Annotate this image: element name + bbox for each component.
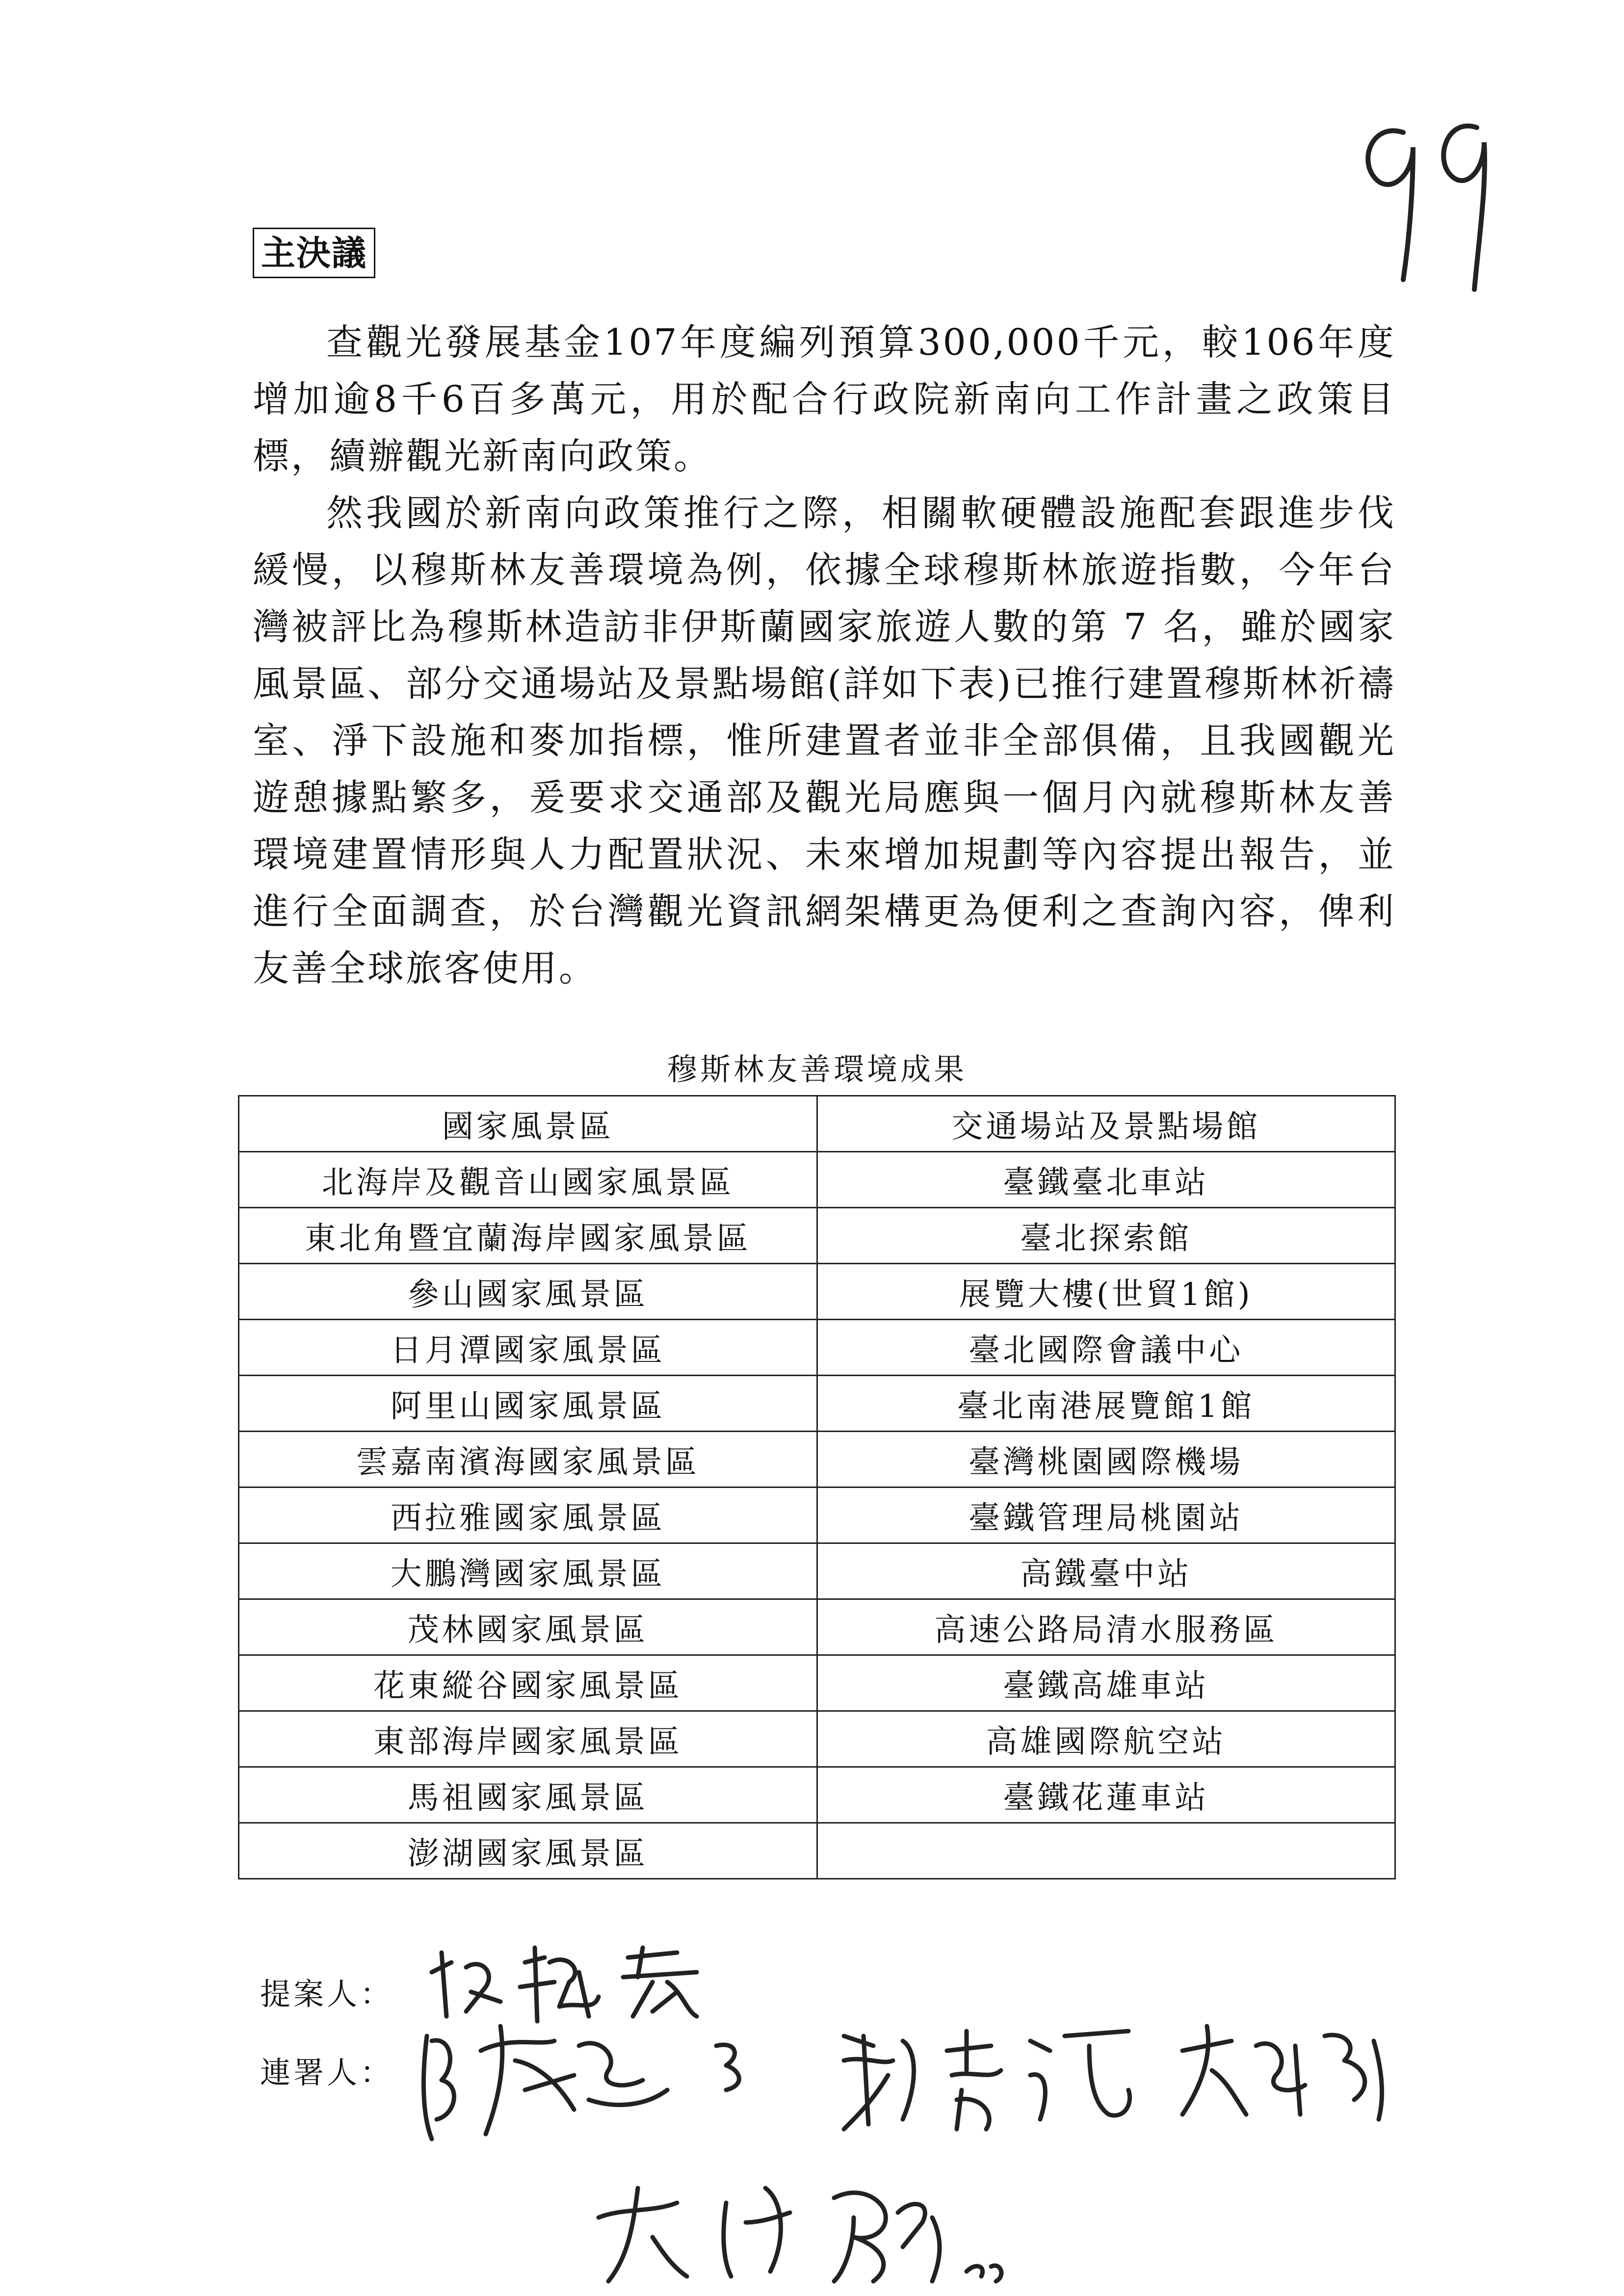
table-row bbox=[239, 1767, 1395, 1823]
body-text bbox=[253, 314, 1396, 997]
table-row bbox=[239, 1711, 1395, 1767]
scenic-area-cell: 澎湖國家風景區 bbox=[239, 1823, 817, 1879]
scenic-area-cell: 大鵬灣國家風景區 bbox=[239, 1543, 817, 1599]
station-venue-cell: 臺北國際會議中心 bbox=[817, 1320, 1395, 1376]
table-header-row bbox=[239, 1096, 1395, 1152]
cosigner-signature-1 bbox=[412, 2016, 805, 2144]
page-number bbox=[1344, 103, 1501, 299]
scenic-area-cell: 馬祖國家風景區 bbox=[239, 1767, 817, 1823]
table-caption: 穆斯林友善環境成果 bbox=[666, 1051, 967, 1087]
cosigner-label: 連署人： bbox=[260, 2055, 394, 2090]
table-row bbox=[239, 1823, 1395, 1879]
table-row bbox=[239, 1487, 1395, 1543]
station-venue-cell: 臺鐵臺北車站 bbox=[817, 1152, 1395, 1208]
station-venue-cell: 高雄國際航空站 bbox=[817, 1711, 1395, 1767]
scenic-area-cell: 茂林國家風景區 bbox=[239, 1599, 817, 1655]
header-stations-venues: 交通場站及景點場館 bbox=[817, 1096, 1395, 1152]
table-row bbox=[239, 1599, 1395, 1655]
scenic-area-cell: 阿里山國家風景區 bbox=[239, 1376, 817, 1432]
table-row bbox=[239, 1376, 1395, 1432]
paragraph-2: 然我國於新南向政策推行之際，相關軟硬體設施配套跟進步伐緩慢，以穆斯林友善環境為例，依據全球穆斯林旅遊指數，今年台灣被評比為穆斯林造訪非伊斯蘭國家旅遊人數的第 7 名，雖於國家風景區、部分交通場站及景點場館(詳如下表)已推行建置穆斯林祈禱室、淨下設施和麥加指標，惟所建置者並非全部俱備，且我國觀光遊憩據點繁多，爰要求交通部及觀光局應與一個月內就穆斯林友善環境建置情形與人力配置狀況、未來增加規劃等內容提出報告，並進行全面調查，於台灣觀光資訊網架構更為便利之查詢內容，俾利友善全球旅客使用。 bbox=[253, 492, 1396, 990]
station-venue-cell bbox=[817, 1823, 1395, 1879]
muslim-friendly-table bbox=[238, 1095, 1396, 1879]
proposer-label: 提案人： bbox=[260, 1976, 394, 2012]
scenic-area-cell: 雲嘉南濱海國家風景區 bbox=[239, 1432, 817, 1487]
page-number-handwriting bbox=[1344, 103, 1501, 299]
station-venue-cell: 臺鐵高雄車站 bbox=[817, 1655, 1395, 1711]
scenic-area-cell: 花東縱谷國家風景區 bbox=[239, 1655, 817, 1711]
cosigner-signature-2 bbox=[834, 2016, 1153, 2139]
table-row bbox=[239, 1432, 1395, 1487]
station-venue-cell: 高速公路局清水服務區 bbox=[817, 1599, 1395, 1655]
station-venue-cell: 臺北探索館 bbox=[817, 1208, 1395, 1264]
scenic-area-cell: 西拉雅國家風景區 bbox=[239, 1487, 817, 1543]
table-row bbox=[239, 1208, 1395, 1264]
proposer-signature bbox=[422, 1943, 716, 2026]
table-row bbox=[239, 1655, 1395, 1711]
table-row bbox=[239, 1543, 1395, 1599]
table-row bbox=[239, 1320, 1395, 1376]
cosigner-signature-4 bbox=[579, 2159, 1021, 2291]
scenic-area-cell: 北海岸及觀音山國家風景區 bbox=[239, 1152, 817, 1208]
station-venue-cell: 臺鐵花蓮車站 bbox=[817, 1767, 1395, 1823]
scenic-area-cell: 日月潭國家風景區 bbox=[239, 1320, 817, 1376]
scenic-area-cell: 東北角暨宜蘭海岸國家風景區 bbox=[239, 1208, 817, 1264]
station-venue-cell: 臺灣桃園國際機場 bbox=[817, 1432, 1395, 1487]
station-venue-cell: 高鐵臺中站 bbox=[817, 1543, 1395, 1599]
header-scenic-areas: 國家風景區 bbox=[239, 1096, 817, 1152]
station-venue-cell: 展覽大樓(世貿1館) bbox=[817, 1264, 1395, 1320]
table-row bbox=[239, 1264, 1395, 1320]
heading-main-resolution: 主決議 bbox=[253, 228, 375, 278]
paragraph-1: 查觀光發展基金107年度編列預算300,000千元，較106年度增加逾8千6百多萬元，用於配合行政院新南向工作計畫之政策目標，續辦觀光新南向政策。 bbox=[253, 321, 1396, 477]
station-venue-cell: 臺鐵管理局桃園站 bbox=[817, 1487, 1395, 1543]
cosigner-signature-3 bbox=[1168, 2016, 1403, 2124]
scenic-area-cell: 東部海岸國家風景區 bbox=[239, 1711, 817, 1767]
scenic-area-cell: 參山國家風景區 bbox=[239, 1264, 817, 1320]
station-venue-cell: 臺北南港展覽館1館 bbox=[817, 1376, 1395, 1432]
table-row bbox=[239, 1152, 1395, 1208]
table-body bbox=[239, 1096, 1395, 1879]
